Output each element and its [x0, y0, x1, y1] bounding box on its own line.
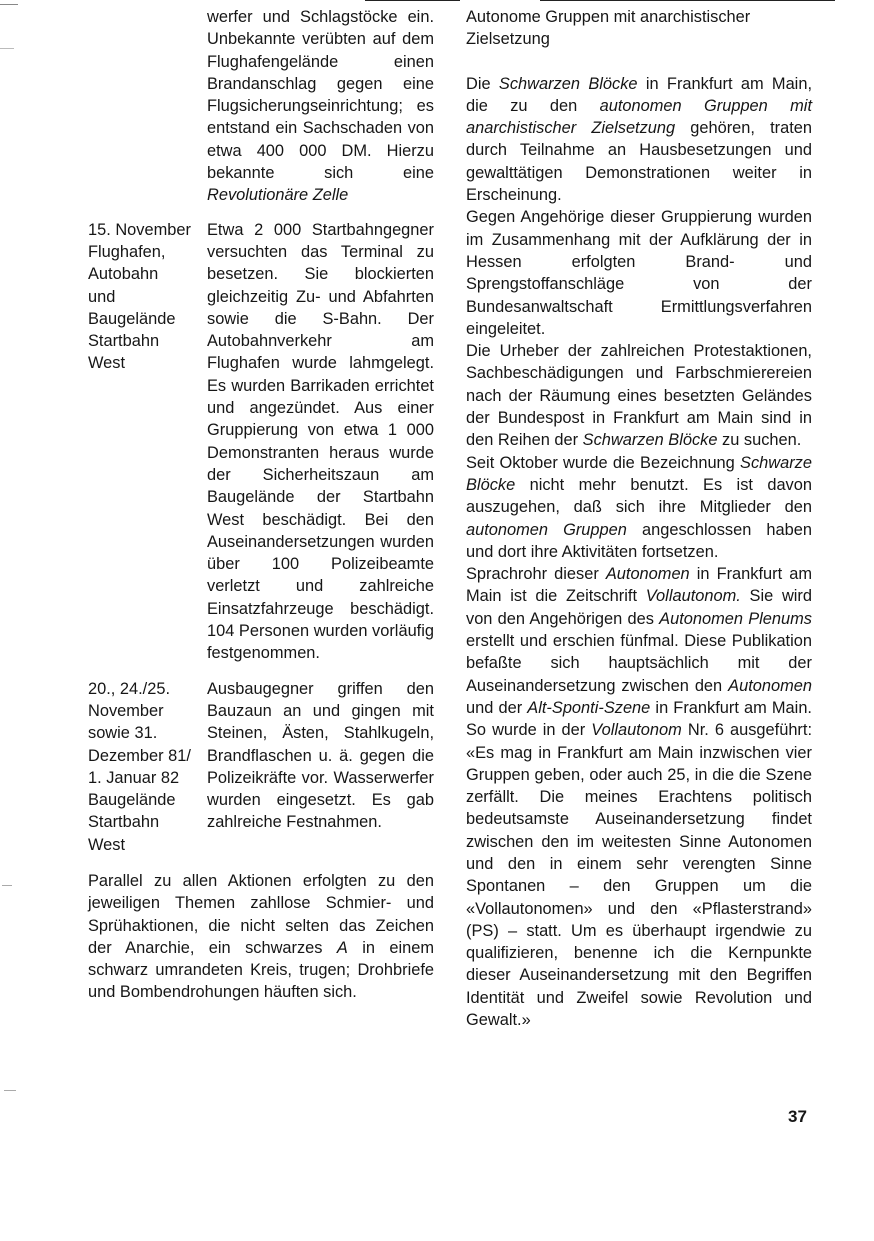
scan-artifact — [0, 48, 14, 49]
text-run: Gegen Angehörige dieser Gruppierung wurden im Zusammenhang mit der Aufklärung der in Hessen erfolgten Brand- und Sprengstoffanschläge von der Bundesanwaltschaft Ermittlungsverfahren eingeleitet. — [466, 208, 812, 338]
italic-run: Schwarzen Blöcke — [498, 74, 638, 93]
header-rule-left — [365, 0, 460, 1]
text-run: erstellt und erschien fünfmal. Diese Publikation befaßte sich hauptsächlich mit der Auseinandersetzung zwischen den — [466, 632, 812, 695]
header-rule-right — [540, 0, 835, 1]
text-run: in Frankfurt am Main ist die Zeitschrift — [466, 565, 812, 606]
date-place-line: Startbahn — [88, 813, 160, 832]
date-place-line: 15. November — [88, 220, 191, 239]
italic-run: Autonomen — [728, 676, 812, 695]
body-paragraph — [466, 340, 812, 451]
entry-date-place — [88, 678, 207, 856]
date-place-line: West — [88, 354, 126, 373]
date-place-line: Baugelände — [88, 309, 176, 328]
date-place-line: West — [88, 835, 126, 854]
chronology-entry — [88, 219, 434, 665]
italic-run: Autonomen — [605, 565, 690, 584]
text-run: nicht mehr benutzt. Es ist davon auszugehen, daß sich ihre Mitglieder den — [466, 475, 812, 517]
entry-text — [207, 678, 434, 856]
page-number: 37 — [788, 1107, 807, 1126]
entry-text — [207, 219, 434, 665]
text-run: angeschlossen haben und dort ihre Aktivitäten fortsetzen. — [466, 520, 812, 561]
italic-run: Vollautonom. — [645, 587, 741, 606]
closing-paragraph — [88, 870, 434, 1004]
text-run: in Frankfurt am Main. So wurde in der — [466, 698, 812, 740]
chronology-entry — [88, 678, 434, 856]
text-run: Die Urheber der zahlreichen Protestaktionen, Sachbeschädigungen und Farbschmierereien nach der Räumung eines besetzten Geländes der Bundespost in Frankfurt am Main sind in den Reihen der — [466, 342, 812, 450]
text-run: Parallel zu allen Aktionen erfolgten zu den jeweiligen Themen zahllose Schmier- und Sprühaktionen, die nicht selten das Zeichen der Anarchie, ein schwarzes — [88, 871, 434, 957]
text-run: werfer und Schlagstöcke ein. Unbekannte verübten auf dem Flughafengelände einen Brandanschlag gegen eine Flugsicherungseinrichtung; es entstand ein Sachschaden von etwa 400 000 DM. Hierzu bekannte sich eine — [207, 8, 434, 183]
text-run: Etwa 2 000 Startbahngegner versuchten das Terminal zu besetzen. Sie blockierten gleichzeitig Zu- und Abfahrten sowie die S-Bahn. Der Autobahnverkehr am Flughafen wurde lahmgelegt. Es wurden Barrikaden errichtet und angezündet. Aus einer Gruppierung von etwa 1 000 Demonstranten heraus wurde der Sicherheitszaun am Baugelände der Startbahn West beschädigt. Bei den Auseinandersetzungen wurden über 100 Polizeibeamte verletzt und zahlreiche Einsatzfahrzeuge beschädigt. 104 Personen wurden vorläufig festgenommen. — [207, 220, 434, 663]
text-run: Seit Oktober wurde die Bezeichnung — [466, 453, 741, 472]
text-run: Die — [466, 74, 499, 93]
text-run: Nr. 6 ausgeführt: «Es mag in Frankfurt am Main inzwischen vier Gruppen geben, oder auch 25, in die die Szene zerfällt. Die meines Erachtens politisch bedeutsamste Auseinandersetzung findet zwischen den im weitesten Sinne Autonomen und den in einem sehr verengten Sinne Spontanen – den Gruppen um die «Vollautonomen» und den «Pflasterstrand» (PS) – statt. Um es überhaupt irgendwie zu qualifizieren, benenne ich die Kernpunkte dieser Auseinandersetzung mit den Begriffen Identität und Zweifel sowie Revolution und Gewalt.» — [466, 721, 812, 1030]
body-paragraph — [466, 206, 812, 340]
date-place-line: November — [88, 701, 164, 720]
italic-run: autonomen Gruppen mit anarchistischer Zielsetzung — [466, 96, 812, 138]
date-place-line: sowie 31. — [88, 724, 158, 743]
italic-run: A — [336, 938, 348, 957]
italic-run: Autonomen Plenums — [659, 609, 812, 628]
italic-run: Schwarzen Blöcke — [582, 431, 718, 450]
text-run: Sie wird von den Angehörigen des — [466, 587, 812, 628]
date-place-line: 20., 24./25. — [88, 679, 171, 698]
italic-run: Alt-Sponti-Szene — [527, 698, 651, 717]
right-column — [466, 6, 812, 1031]
left-column — [88, 6, 434, 1004]
scan-artifact — [2, 885, 12, 886]
date-place-line: und — [88, 287, 116, 306]
italic-run: Schwarze Blöcke — [466, 453, 812, 494]
text-run: in Frankfurt am Main, die zu den — [466, 74, 812, 115]
text-run: Ausbaugegner griffen den Bauzaun an und gingen mit Steinen, Ästen, Stahlkugeln, Brandflaschen u. ä. gegen die Polizeikräfte vor. Wasserwerfer wurden eingesetzt. Es gab zahlreiche Festnahmen. — [207, 679, 434, 832]
date-place-line: 1. Januar 82 — [88, 768, 180, 787]
italic-run: autonomen Gruppen — [466, 520, 627, 539]
text-run: in einem schwarz umrandeten Kreis, trugen; Drohbriefe und Bombendrohungen häuften sich. — [88, 938, 434, 1002]
scan-artifact — [4, 1090, 16, 1091]
body-paragraph — [466, 563, 812, 1031]
entry-date-place — [88, 219, 207, 665]
date-place-line: Autobahn — [88, 265, 159, 284]
body-paragraph — [466, 73, 812, 207]
date-place-line: Dezember 81/ — [88, 746, 191, 765]
date-place-line: Startbahn — [88, 332, 160, 351]
section-heading: Autonome Gruppen mit anarchistischer Zielsetzung — [466, 8, 751, 49]
text-run: Sprachrohr dieser — [466, 565, 606, 584]
text-run: und der — [466, 698, 528, 717]
scan-artifact — [0, 4, 18, 5]
continuation-paragraph — [207, 6, 434, 207]
date-place-line: Baugelände — [88, 791, 176, 810]
text-run: zu suchen. — [717, 431, 802, 450]
date-place-line: Flughafen, — [88, 242, 166, 261]
italic-run: Revolutionäre Zelle — [207, 186, 349, 205]
text-run: gehören, traten durch Teilnahme an Hausbesetzungen und gewalttätigen Demonstrationen weiter in Erscheinung. — [466, 119, 812, 205]
body-paragraph — [466, 452, 812, 563]
italic-run: Vollautonom — [591, 721, 682, 740]
